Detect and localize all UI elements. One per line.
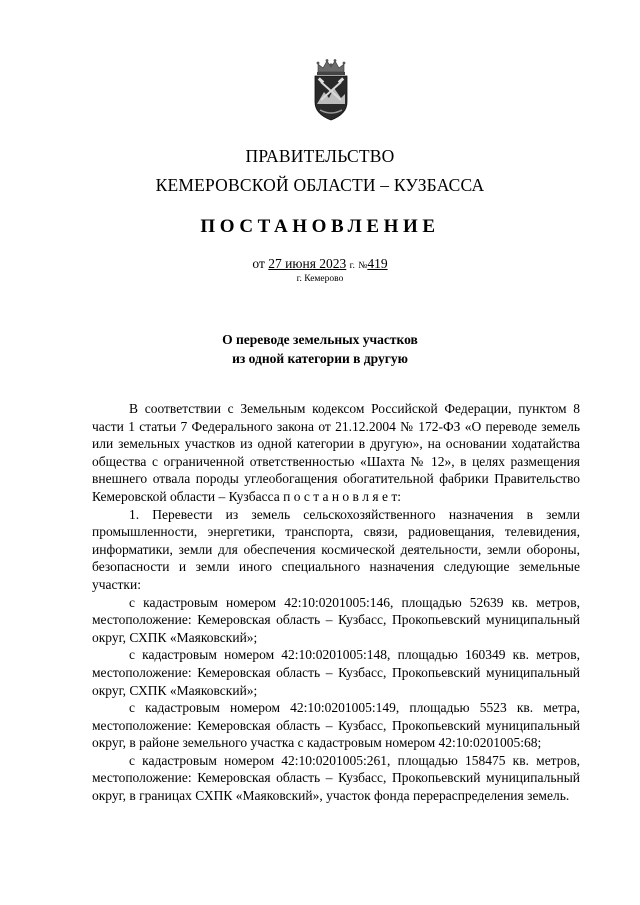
city: г. Кемерово <box>296 274 344 284</box>
title-line1: О переводе земельных участков <box>222 332 418 347</box>
paragraph-plot-148: с кадастровым номером 42:10:0201005:148, площадью 160349 кв. метров, местоположение: Кемеровская область – Кузбасс, Прокопьевский муниципальный округ, СХПК «Маяковский»; <box>92 647 580 698</box>
document-type: ПОСТАНОВЛЕНИЕ <box>200 216 440 237</box>
date-line <box>0 256 640 272</box>
paragraph-plot-146: с кадастровым номером 42:10:0201005:146, площадью 52639 кв. метров, местоположение: Кемеровская область – Кузбасс, Прокопьевский муниципальный округ, СХПК «Маяковский»; <box>92 594 580 645</box>
paragraph-preamble: В соответствии с Земельным кодексом Российской Федерации, пунктом 8 части 1 статьи 7 Федерального закона от 21.12.2004 № 172-ФЗ «О переводе земель или земельных участков из одной категории в другую», на основании ходатайства общества с ограниченной ответственностью «Шахта № 12», в целях размещения внешнего отвала породы углеобогащения обогатительной фабрики Правительство Кемеровской области – Кузбасса п о с т а н о в л я е т: <box>92 401 580 504</box>
year-suffix: г. <box>349 261 355 271</box>
document-title <box>0 330 640 368</box>
date-prefix: от <box>252 256 265 271</box>
decree-date: 27 июня 2023 <box>268 256 347 271</box>
paragraph-plot-261: с кадастровым номером 42:10:0201005:261, площадью 158475 кв. метров, местоположение: Кемеровская область – Кузбасс, Прокопьевский муниципальный округ, в границах СХПК «Маяковский», участок фонда перераспределения земель. <box>92 752 580 804</box>
number-sign: № <box>358 261 368 271</box>
kuzbass-coat-of-arms-icon <box>310 58 352 122</box>
paragraph-item-1: 1. Перевести из земель сельскохозяйственного назначения в земли промышленности, энергетики, транспорта, связи, радиовещания, телевидения, информатики, земли для обеспечения космической деятельности, земли обороны, безопасности и земли иного специального назначения следующие земельные участки: <box>92 506 580 592</box>
title-line2: из одной категории в другую <box>232 351 408 366</box>
document-body <box>92 400 580 805</box>
paragraph-plot-149: с кадастровым номером 42:10:0201005:149, площадью 5523 кв. метра, местоположение: Кемеровская область – Кузбасс, Прокопьевский муниципальный округ, в районе земельного участка с кадастровым номером 42:10:0201005:68; <box>92 700 580 751</box>
government-title-line1: ПРАВИТЕЛЬСТВО <box>245 146 395 166</box>
government-title-line2: КЕМЕРОВСКОЙ ОБЛАСТИ – КУЗБАССА <box>155 175 485 195</box>
decree-number: 419 <box>367 256 388 271</box>
